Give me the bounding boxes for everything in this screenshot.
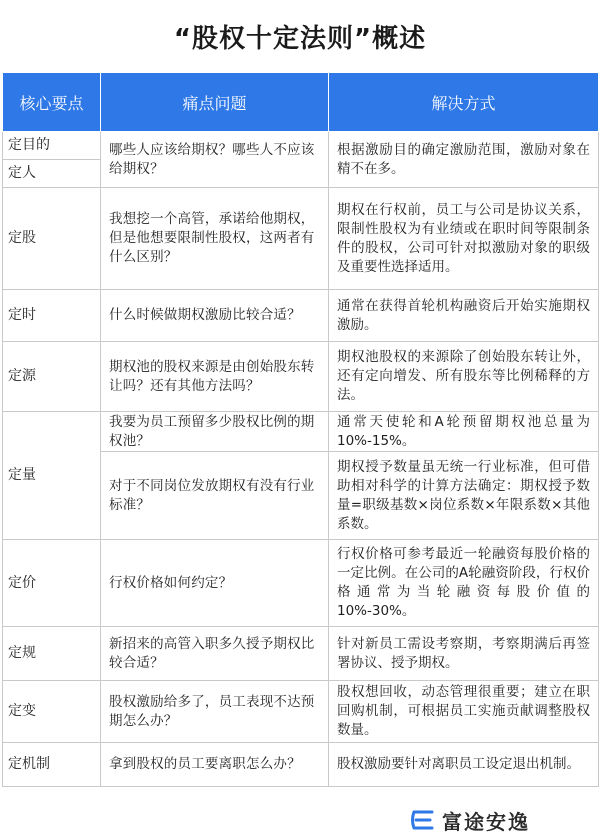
table-row: [3, 540, 599, 627]
row-problem: 哪些人应该给期权？哪些人不应该给期权？: [101, 132, 329, 188]
row-problem: 对于不同岗位发放期权有没有行业标准？: [101, 452, 329, 540]
table-row: [3, 627, 599, 681]
brand-mark-icon: [410, 809, 436, 831]
row-problem: 行权价格如何约定？: [101, 540, 329, 627]
row-solution: 通常在获得首轮机构融资后开始实施期权激励。: [329, 290, 599, 342]
table-row: [3, 290, 599, 342]
row-solution: 股权激励要针对离职员工设定退出机制。: [329, 743, 599, 787]
row-solution: 通常天使轮和A轮预留期权池总量为10%-15%。: [329, 412, 599, 452]
row-key: 定规: [3, 627, 101, 681]
table-row: [3, 132, 599, 160]
row-problem: 期权池的股权来源是由创始股东转让吗？还有其他方法吗？: [101, 342, 329, 412]
row-key: 定时: [3, 290, 101, 342]
row-problem: 什么时候做期权激励比较合适？: [101, 290, 329, 342]
row-solution: 行权价格可参考最近一轮融资每股价格的一定比例。在公司的A轮融资阶段，行权价格通常为当轮融资每股价值的10%-30%。: [329, 540, 599, 627]
row-problem: 我想挖一个高管，承诺给他期权，但是他想要限制性股权，这两者有什么区别？: [101, 188, 329, 290]
brand-logo: [410, 807, 530, 833]
table-row: [3, 681, 599, 743]
row-key: 定源: [3, 342, 101, 412]
table-row: [3, 188, 599, 290]
row-key: 定变: [3, 681, 101, 743]
row-key: 定量: [3, 412, 101, 540]
row-problem: 拿到股权的员工要离职怎么办？: [101, 743, 329, 787]
row-problem: 股权激励给多了，员工表现不达预期怎么办？: [101, 681, 329, 743]
row-key: 定价: [3, 540, 101, 627]
row-key: 定目的: [3, 132, 101, 160]
row-solution: 期权授予数量虽无统一行业标准，但可借助相对科学的计算方法确定：期权授予数量=职级基数×岗位系数×年限系数×其他系数。: [329, 452, 599, 540]
table-row: [3, 412, 599, 452]
equity-table: [2, 72, 599, 787]
brand-name: 富途安逸: [442, 809, 530, 834]
row-solution: 针对新员工需设考察期，考察期满后再签署协议、授予期权。: [329, 627, 599, 681]
row-solution: 期权在行权前，员工与公司是协议关系，限制性股权为有业绩或在职时间等限制条件的股权，公司可针对拟激励对象的职级及重要性选择适用。: [329, 188, 599, 290]
row-solution: 期权池股权的来源除了创始股东转让外，还有定向增发、所有股东等比例稀释的方法。: [329, 342, 599, 412]
row-key: 定人: [3, 160, 101, 188]
row-solution: 根据激励目的确定激励范围，激励对象在精不在多。: [329, 132, 599, 188]
row-solution: 股权想回收，动态管理很重要；建立在职回购机制，可根据员工实施贡献调整股权数量。: [329, 681, 599, 743]
row-problem: 我要为员工预留多少股权比例的期权池？: [101, 412, 329, 452]
row-problem: 新招来的高管入职多久授予期权比较合适？: [101, 627, 329, 681]
table-header-row: [3, 73, 599, 132]
header-pain-points: 痛点问题: [101, 73, 329, 132]
row-key: 定机制: [3, 743, 101, 787]
table-row: [3, 342, 599, 412]
row-key: 定股: [3, 188, 101, 290]
header-solutions: 解决方式: [329, 73, 599, 132]
table-row: [3, 743, 599, 787]
page-title: “股权十定法则”概述: [173, 23, 427, 54]
header-key-points: 核心要点: [3, 73, 101, 132]
